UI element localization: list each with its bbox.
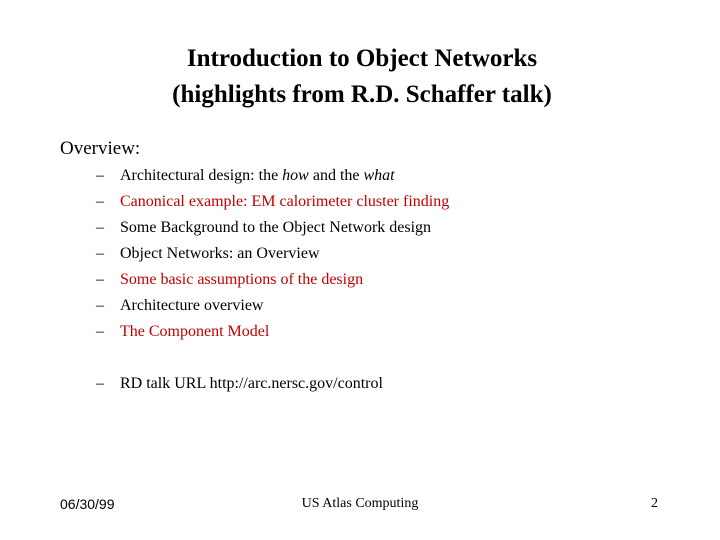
dash-bullet: –: [96, 271, 104, 288]
list-item-text: Architecture overview: [120, 297, 264, 314]
list-item-text: Some basic assumptions of the design: [120, 271, 364, 288]
list-item-text: Canonical example: EM calorimeter cluster finding: [120, 193, 450, 210]
list-item: [96, 215, 449, 241]
list-item: [96, 319, 449, 345]
list-item: [96, 293, 449, 319]
dash-bullet: –: [96, 193, 104, 210]
overview-list: [96, 163, 449, 397]
footer-center-text: US Atlas Computing: [301, 496, 419, 511]
list-item: [96, 241, 449, 267]
list-item-text: Architectural design: the how and the what: [120, 167, 395, 184]
list-item-text: Object Networks: an Overview: [120, 245, 320, 262]
list-item: [96, 163, 449, 189]
url-text: RD talk URL http://arc.nersc.gov/control: [120, 375, 383, 392]
dash-bullet: –: [96, 167, 104, 184]
slide-title: [0, 41, 720, 113]
list-item-text: The Component Model: [120, 323, 270, 340]
dash-bullet: –: [96, 219, 104, 236]
title-line-2: (highlights from R.D. Schaffer talk): [172, 81, 552, 108]
dash-bullet: –: [96, 297, 104, 314]
list-item: [96, 189, 449, 215]
footer-page-number: 2: [651, 496, 658, 511]
overview-heading: Overview:: [60, 138, 141, 159]
dash-bullet: –: [96, 245, 104, 262]
list-item: [96, 267, 449, 293]
dash-bullet: –: [96, 323, 104, 340]
dash-bullet: –: [96, 375, 104, 392]
title-line-1: Introduction to Object Networks: [186, 45, 538, 72]
list-item-text: Some Background to the Object Network design: [120, 219, 432, 236]
footer-date: 06/30/99: [60, 496, 115, 512]
url-list-item: [96, 371, 449, 397]
